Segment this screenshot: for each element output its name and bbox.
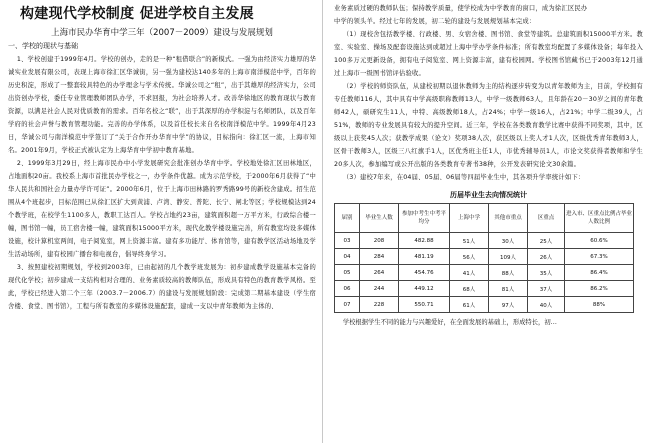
cell-average-score: 482.88 <box>399 233 450 249</box>
table-row <box>335 249 634 265</box>
cell-district-key: 26人 <box>528 249 565 265</box>
cell-shanghai-high: 61人 <box>450 297 489 313</box>
cell-graduates: 228 <box>360 297 399 313</box>
cell-district-key: 37人 <box>528 281 565 297</box>
left-page <box>0 0 323 443</box>
cell-city-key: 97人 <box>489 297 528 313</box>
section-heading: 一、学校的现状与基础 <box>8 42 78 50</box>
paragraph-3: 3、按照建校初期规划，学校到2003年，已由起初的几个教学班发展为：初步建成教学设施基本完备的现代化学校；初步建成一支结构相对合理的、业务素质较高的教师队伍，形成具有特色的教育教学风格。至此，学校已经进入第二个三年（2003.7－2006.7）的建设与发展规划阶段：完成第二期基本建设（学生宿舍楼、食堂、图书馆），工程与所有教室的多媒体设施配套，建成一支以中青年教师为主体的、 <box>8 264 316 310</box>
cell-cohort: 05 <box>335 265 360 281</box>
cell-graduates: 208 <box>360 233 399 249</box>
cell-graduates: 284 <box>360 249 399 265</box>
table-row <box>335 265 634 281</box>
header-shanghai-high: 上海中学 <box>450 204 489 233</box>
paragraph-teachers: （2）学校的师资队伍，从建校初期以退休教师为主的结构逐步转变为以青年教师为主，目前，学校拥有专任教师116人，其中具有中学高级职称教师13人，中学一级教师63人，且年龄在20－30岁之间的青年教师42人，硕研究生11人，中特、高级教师18人，占24%；中学一级16人，占21%；中学二级39人，占51%，教师的专业发展具有较大的提升空间。近三年，学校在各类教育教学比赛中获得不同奖项，其中，区级以上获奖45人次；获教学成果（论文）奖项38人次，获区级以上奖人才1人次，区级优秀青年教师3人，区骨干教师3人，区级三八红旗手1人，区优秀班主任1人，市优秀辅导员1人，市论文奖获得者教师和学生20多人次，参加编写或公开出版的各类教育专著书38种，公开发表研究论文30余篇。 <box>334 83 643 168</box>
cell-city-key: 81人 <box>489 281 528 297</box>
graduate-table <box>334 203 634 313</box>
cell-average-score: 550.71 <box>399 297 450 313</box>
cell-district-key: 35人 <box>528 265 565 281</box>
cell-cohort: 06 <box>335 281 360 297</box>
paragraph-graduates: （3）建校7年来，在04届、05届、06届等四届毕业生中，其各项升学率统计如下： <box>342 174 585 181</box>
cell-cohort: 04 <box>335 249 360 265</box>
cell-average-score: 454.76 <box>399 265 450 281</box>
cell-key-ratio: 86.2% <box>565 281 634 297</box>
footer-line: 学校根据学生不同的能力与兴趣爱好，在全面发展的基础上，形成特长，初… <box>342 319 557 326</box>
table-header-row <box>335 204 634 233</box>
paragraph-2: 2、1999年3月29日，经上海市民办中小学发展研究会批准创办华育中学。学校地处徐汇区田林地区，占地面积20亩。我校系上海市首批民办学校之一，办学条件优越。成为示范学校，于2000年6月获得了“中华人民共和国社会力量办学许可证”。2000年6月，位于上海市田林路的罗秀路99号的新校舍建成。招生范围从4个班起步，目标范围已从徐汇区扩大到黄浦、卢湾、静安、普陀、长宁、闸北等区；学校规模达到24个教学班，在校学生1100多人，教职工达百人。学校占地约23亩，建筑面积超一万平方米，行政综合楼一幢，图书馆一幢，员工宿舍楼一幢，建筑面积15000平方米，现代化教学楼设施完善，所有教室均设多媒体设施，校计算机室两间，电子阅览室，网上资源丰富。建有多功能厅、体育馆等，建有教学区活动场地及学生活动场所，建有校园广播台和电视台，倡导终身学习。 <box>8 160 316 258</box>
document-title: 构建现代学校制度 促进学校自主发展 <box>20 6 254 22</box>
table-row <box>335 281 634 297</box>
document-subtitle: 上海市民办华育中学三年（2007－2009）建设与发展规划 <box>51 28 273 38</box>
cell-district-key: 40人 <box>528 297 565 313</box>
cell-shanghai-high: 41人 <box>450 265 489 281</box>
cell-average-score: 481.19 <box>399 249 450 265</box>
cell-graduates: 264 <box>360 265 399 281</box>
cell-key-ratio: 88% <box>565 297 634 313</box>
cell-key-ratio: 60.6% <box>565 233 634 249</box>
header-district-key: 区重点 <box>528 204 565 233</box>
header-key-ratio: 进入市、区重点比例占毕业人数比例 <box>565 204 634 233</box>
right-page <box>324 0 650 443</box>
cell-key-ratio: 67.3% <box>565 249 634 265</box>
header-graduates: 毕业生人数 <box>360 204 399 233</box>
cell-city-key: 88人 <box>489 265 528 281</box>
cell-city-key: 30人 <box>489 233 528 249</box>
table-row <box>335 233 634 249</box>
table-row <box>335 297 634 313</box>
cell-cohort: 03 <box>335 233 360 249</box>
cell-city-key: 109人 <box>489 249 528 265</box>
cell-average-score: 449.12 <box>399 281 450 297</box>
cell-graduates: 244 <box>360 281 399 297</box>
continued-line-2: 中学的领头羊。经过七年的发展，初二轮的建设与发展规划基本完成： <box>334 18 536 25</box>
continued-line-1: 业务素质过硬的教师队伍；保持教学质量，使学校成为中学教育的窗口，成为徐汇区民办 <box>334 5 588 12</box>
cell-shanghai-high: 68人 <box>450 281 489 297</box>
cell-key-ratio: 86.4% <box>565 265 634 281</box>
cell-cohort: 07 <box>335 297 360 313</box>
cell-shanghai-high: 51人 <box>450 233 489 249</box>
table-title: 历届毕业生去向情况统计 <box>450 191 527 199</box>
header-average-score: 参加中考生中考平均分 <box>399 204 450 233</box>
paragraph-facilities: （1）现校舍包括教学楼、行政楼、男、女宿舍楼、图书馆、食堂等建筑。总建筑面积15000平方米。教室、实验室、操场及配套设施达到或超过上海中学办学条件标准；所有教室均配置了多媒体设备；每年投入100多万元更新设备，拥有电子阅览室、网上资源丰富，建有校园网。学校图书馆藏书已于2003年12月通过上海市一级图书馆评估验收。 <box>334 31 643 77</box>
cell-shanghai-high: 56人 <box>450 249 489 265</box>
cell-district-key: 25人 <box>528 233 565 249</box>
header-cohort: 届别 <box>335 204 360 233</box>
header-city-key: 其他市重点 <box>489 204 528 233</box>
paragraph-1: 1、学校创建于1999年4月。学校的创办，走的是一种“租借联合”的新模式。一强为由经济实力雄厚的华诚实业发展有限公司，表现上海市徐汇区华诚街，另一强为建校达140多年的上海市南洋模范中学，百年的历史积淀，形成了一整套较具特色的办学理念与学术传统。华诚公司之“租”，出于其雄厚的经济实力，公司出资创办学校，委任专业管理教师团队办学，不求回报，为社会培养人才。改善华徐地区的教育现状与教育资源，以满足社会人民对优质教育的需求。百年名校之“联”，出于其深厚的办学积淀与名师团队，以及百年学府的社会声誉与教育管理功能。完善的办学体系，以及首任校长来自名校南洋模范中学。1999年4月23日，华诚公司与南洋模范中学签订了“关于合作开办华育中学”的协议，目标指向：徐汇区一流，上海市知名。2001年9月，学校正式被认定为上海华育中学初中教育基地。 <box>8 56 316 154</box>
